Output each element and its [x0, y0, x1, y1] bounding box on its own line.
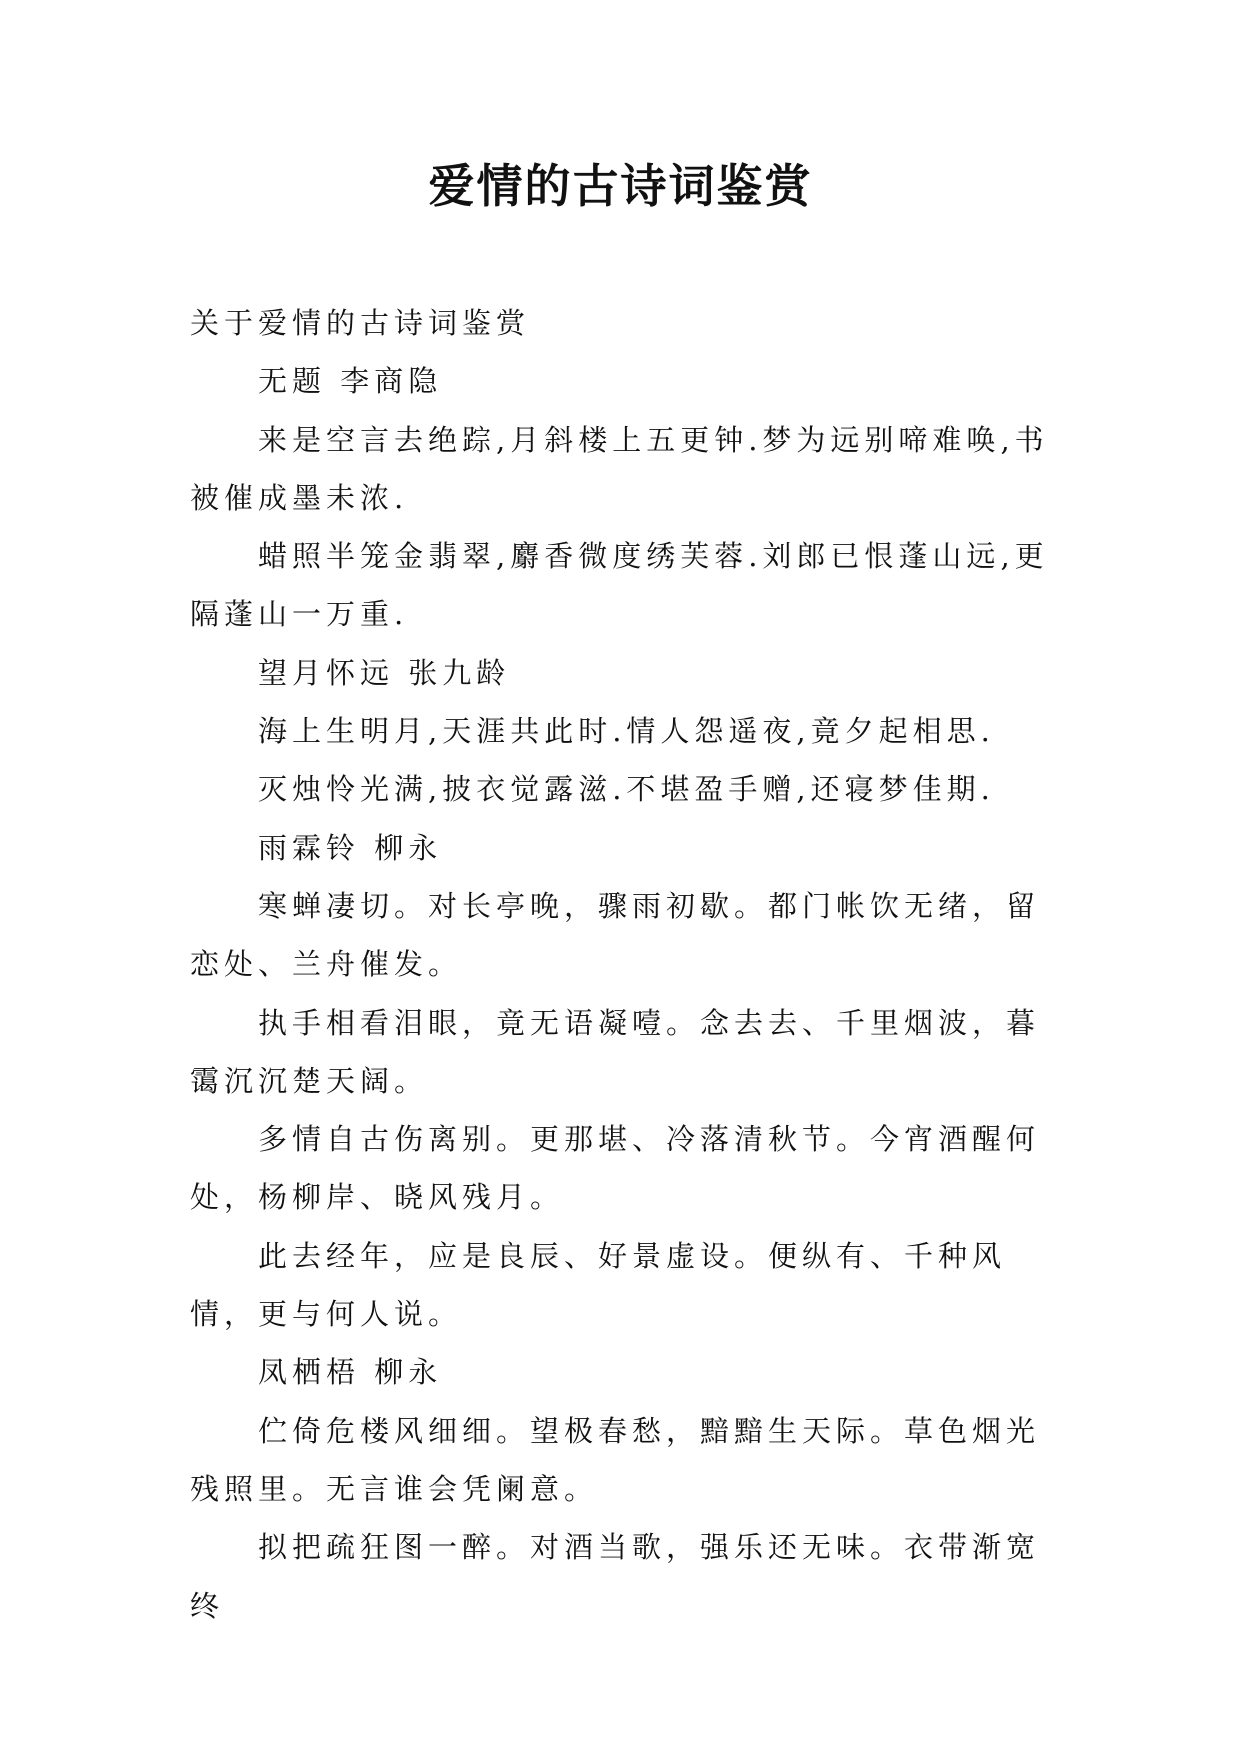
poem-paragraph: 海上生明月,天涯共此时.情人怨遥夜,竟夕起相思.: [258, 714, 995, 749]
poem-heading: 凤栖梧 柳永: [258, 1355, 443, 1390]
poem-paragraph: 伫倚危楼风细细。望极春愁，黯黯生天际。草色烟光残照里。无言谁会凭阑意。: [190, 1413, 1041, 1506]
poem-heading: 无题 李商隐: [258, 364, 443, 399]
poem-paragraph: 此去经年，应是良辰、好景虚设。便纵有、千种风情，更与何人说。: [190, 1238, 1007, 1332]
poem-paragraph: 多情自古伤离别。更那堪、冷落清秋节。今宵酒醒何处，杨柳岸、晓风残月。: [190, 1122, 1041, 1215]
poem-paragraph: 执手相看泪眼，竟无语凝噎。念去去、千里烟波，暮霭沉沉楚天阔。: [190, 1005, 1041, 1098]
document-body: [190, 294, 1070, 1635]
intro-line: 关于爱情的古诗词鉴赏: [190, 306, 531, 340]
poem-paragraph: 拟把疏狂图一醉。对酒当歌，强乐还无味。衣带渐宽终: [190, 1530, 1041, 1623]
poem-paragraph: 蜡照半笼金翡翠,麝香微度绣芙蓉.刘郎已恨蓬山远,更隔蓬山一万重.: [190, 539, 1049, 632]
poem-paragraph: 灭烛怜光满,披衣觉露滋.不堪盈手赠,还寝梦佳期.: [258, 772, 995, 807]
poem-paragraph: 来是空言去绝踪,月斜楼上五更钟.梦为远别啼难唤,书被催成墨未浓.: [190, 422, 1049, 515]
document-title: 爱情的古诗词鉴赏: [428, 159, 813, 213]
poem-heading: 雨霖铃 柳永: [258, 830, 443, 865]
poem-heading: 望月怀远 张九龄: [258, 655, 511, 690]
poem-paragraph: 寒蝉凄切。对长亭晚，骤雨初歇。都门帐饮无绪，留恋处、兰舟催发。: [190, 888, 1041, 982]
